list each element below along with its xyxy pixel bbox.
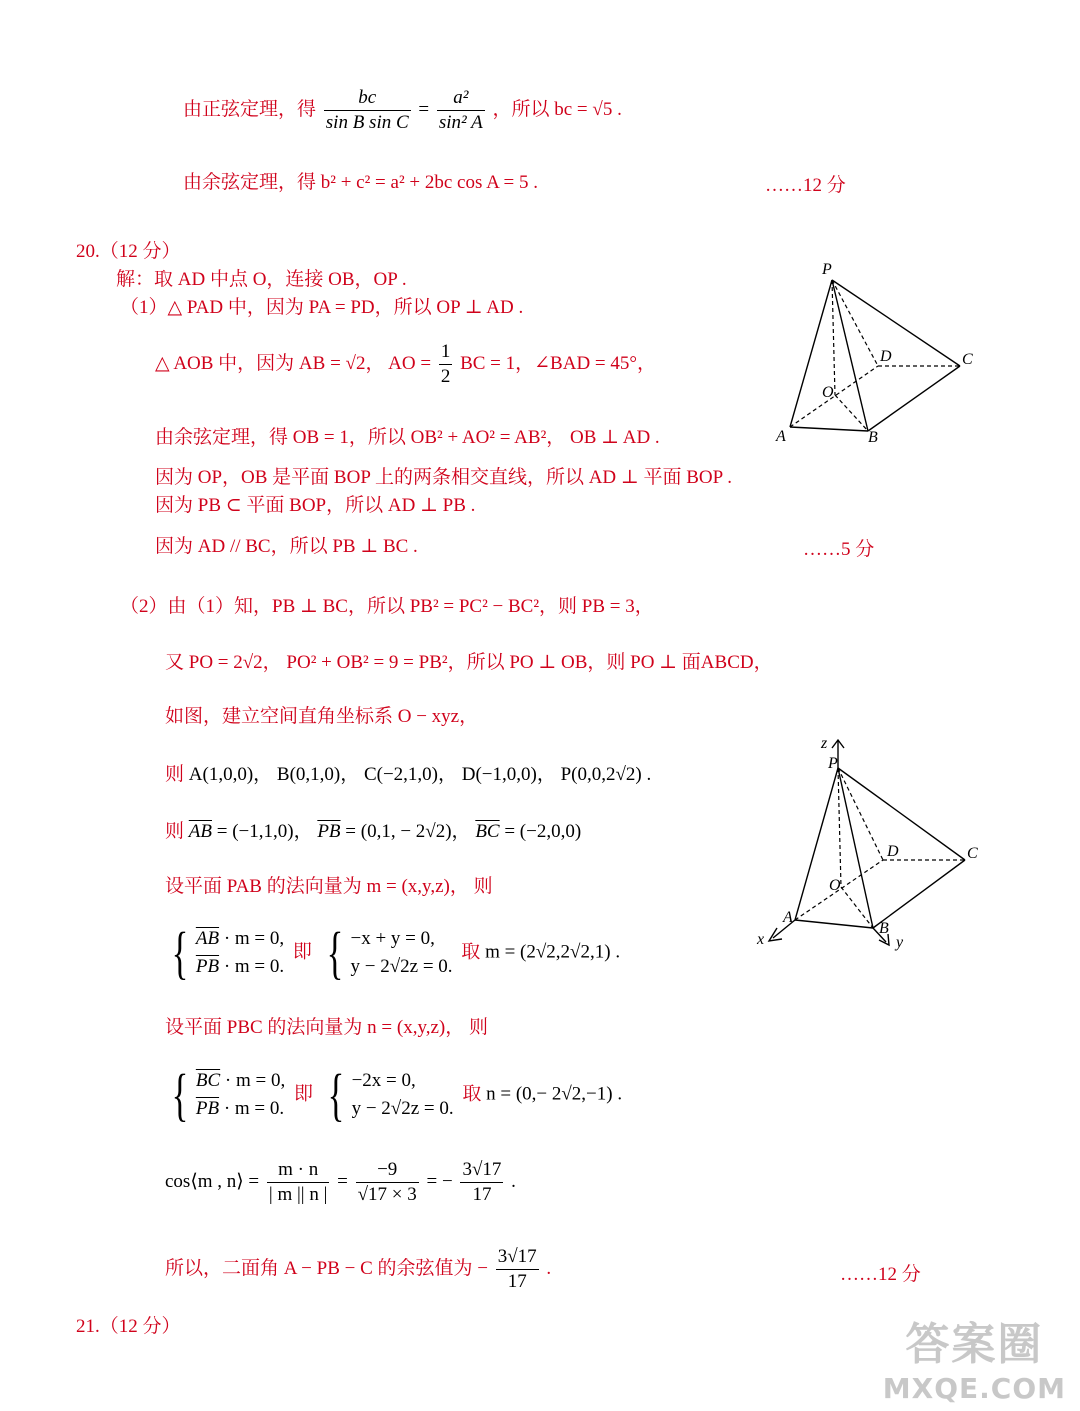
q20-p2-line1: （2）由（1）知，PB ⊥ BC，所以 PB² = PC² − BC²，则 PB = 3， <box>120 596 654 617</box>
q20-p2-line3: 如图，建立空间直角坐标系 O − xyz， <box>165 706 479 727</box>
q19-frac-2: $\frac{\text{a²}}{\text{sin² A}}$ <box>438 87 483 133</box>
label-z: z <box>821 735 828 752</box>
q20-p1-line4: 因为 OP，OB 是平面 BOP 上的两条相交直线，所以 AD ⊥ 平面 BOP . <box>155 467 733 488</box>
q20-p2-line2: 又 PO = 2√2， PO² + OB² = 9 = PB²，所以 PO ⊥ OB，则 PO ⊥ 面ABCD， <box>165 652 773 673</box>
q20-p1-line6: 因为 AD // BC，所以 PB ⊥ BC . <box>155 536 418 557</box>
pyramid-figure-1 <box>770 255 980 455</box>
watermark <box>883 1308 1066 1405</box>
label-d: D <box>880 348 892 365</box>
q20-p2-line5: 则 $\overline{AB} = (-1,1,0)$， $\overline{PB} = (0,1$, − 2√2)， $\overline{BC} = (-2,0,0)$ <box>165 821 582 842</box>
vector-pb: $\overline{PB}$ <box>317 821 341 842</box>
q21-header: 21.（12 分） <box>76 1316 181 1337</box>
q20-p2-line4: 则 A(1,0,0)， B(0,1,0)， C(−2,1,0)， D(−1,0,0)， P(0,0,2√2) . <box>165 764 652 785</box>
q19-sine-line: 由正弦定理，得 $\frac{bc}{\text{sin B sin C}}$ = $\frac{\text{a²}}{\text{sin² A}}$ ，所以 bc = √5 . <box>183 87 622 133</box>
vector-ab: $\overline{AB}$ <box>188 821 212 842</box>
q20-system-1: { $\overline{AB} \cdot m = 0$, $\overline{PB} \cdot m = 0$. 即 { −x + y = 0, y − 2√2z = 0. 取 m = (2√2,2√2,1) . <box>171 920 621 985</box>
q20-p1-line3: 由余弦定理，得 OB = 1，所以 OB² + AO² = AB²， OB ⊥ AD . <box>155 427 660 448</box>
vector-bc: $\overline{BC}$ <box>475 821 500 842</box>
q20-score-1: ……5 分 <box>803 539 875 560</box>
q20-half-frac: $\frac{1}{2}$ <box>440 341 451 387</box>
label-y: y <box>896 934 904 951</box>
q19-sine-suffix: ，所以 bc = √5 . <box>492 98 622 120</box>
label-c: C <box>962 351 973 368</box>
q20-p2-line7: 设平面 PBC 的法向量为 n = (x,y,z)， 则 <box>165 1017 489 1038</box>
label-o: O <box>822 384 834 401</box>
q20-cos-line: cos⟨m , n⟩ = $\frac{m \cdot n}{| m || n |}$ = $\frac{-9}{√17 \times 3}$ = − $\frac{3√17}{17}$ . <box>165 1159 516 1205</box>
label-x: x <box>757 931 765 948</box>
q20-solution-intro: 解：取 AD 中点 O，连接 OB，OP . <box>116 269 407 290</box>
label-a: A <box>783 909 793 926</box>
q19-sine-prefix: 由正弦定理，得 <box>183 98 317 120</box>
q19-cosine-line: 由余弦定理，得 b² + c² = a² + 2bc cos A = 5 . <box>183 172 538 193</box>
q20-p1-line5: 因为 PB ⊂ 平面 BOP，所以 AD ⊥ PB . <box>155 495 476 516</box>
q20-p2-line6: 设平面 PAB 的法向量为 m = (x,y,z)， 则 <box>165 876 493 897</box>
pyramid-figure-2 <box>755 732 980 957</box>
watermark-url: MXQE.COM <box>882 1372 1066 1405</box>
label-o: O <box>829 877 841 894</box>
label-c: C <box>967 845 978 862</box>
q20-final-line: 所以，二面角 A − PB − C 的余弦值为 − $\frac{3√17}{17}$ . <box>165 1246 552 1292</box>
q20-p1-line1: （1）△ PAD 中，因为 PA = PD，所以 OP ⊥ AD . <box>120 297 524 318</box>
label-b: B <box>868 429 878 446</box>
q20-score-2: ……12 分 <box>840 1264 921 1285</box>
q20-p1-line2: △ AOB 中，因为 AB = √2， AO = $\frac{1}{2}$ BC = 1，∠BAD = 45°， <box>155 341 656 387</box>
watermark-title: 答案圈 <box>905 1319 1044 1370</box>
label-p: P <box>822 261 832 278</box>
q20-header: 20.（12 分） <box>76 241 181 262</box>
label-b: B <box>879 920 889 937</box>
q19-score: ……12 分 <box>765 175 846 196</box>
label-p: P <box>828 755 838 772</box>
label-a: A <box>776 428 786 445</box>
q19-frac-1: $\frac{bc}{\text{sin B sin C}}$ <box>325 87 409 133</box>
q20-system-2: { $\overline{BC} \cdot m = 0$, $\overline{PB} \cdot m = 0$. 即 { −2x = 0, y − 2√2z = 0. 取 n = (0,− 2√2,−1) . <box>171 1062 623 1127</box>
label-d: D <box>887 843 899 860</box>
